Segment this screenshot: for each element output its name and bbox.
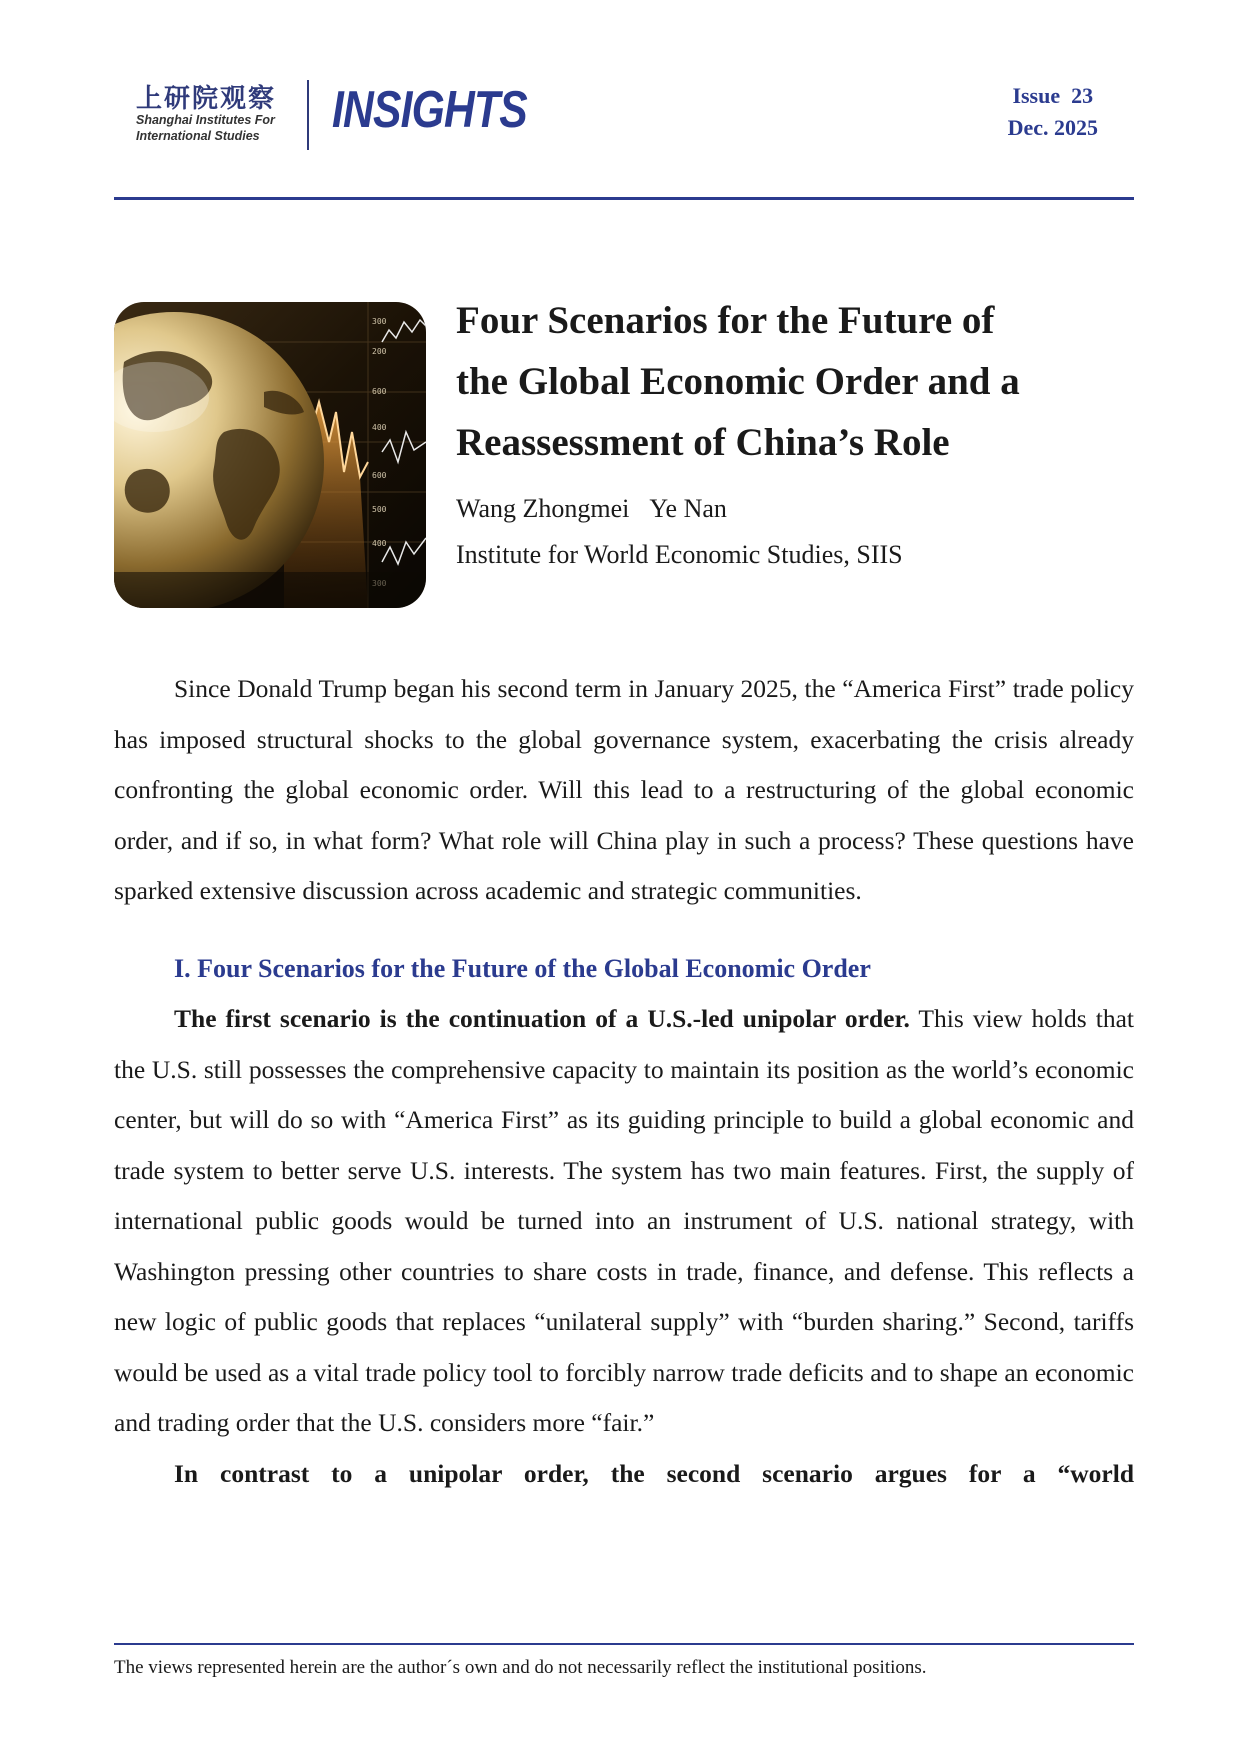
title-line: the Global Economic Order and a [456,360,1020,403]
author-name: Wang Zhongmei [456,494,630,523]
title-line: Reassessment of China’s Role [456,421,950,464]
logo-divider [307,80,309,150]
paragraph-text: This view holds that the U.S. still possesses the comprehensive capacity to maintain its position as the world’s economic center, but will do so with “America First” as its guiding principle to build a global economic and trade system to better serve U.S. interests. The system has two main features. First, the supply of international public goods would be turned into an instrument of U.S. national strategy, with Washington pressing other countries to share costs in trade, finance, and defense. This reflects a new logic of public goods that replaces “unilateral supply” with “burden sharing.” Second, tariffs would be used as a vital trade policy tool to forcibly narrow trade deficits and to shape an economic and trading order that the U.S. considers more “fair.” [114,1004,1134,1437]
author-name: Ye Nan [649,494,727,523]
article-body [114,664,1134,1499]
logo-english-line1: Shanghai Institutes For [136,113,275,127]
section-heading: I. Four Scenarios for the Future of the Global Economic Order [174,953,871,983]
footer-disclaimer: The views represented herein are the author´s own and do not necessarily reflect the institutional positions. [114,1657,927,1678]
paragraph-lead: In contrast to a unipolar order, the second scenario argues for a “world [174,1458,1134,1488]
issue-info [1008,80,1098,144]
series-title: INSIGHTS [332,81,527,139]
article-title [456,290,1116,473]
logo-english-line2: International Studies [136,129,260,143]
intro-paragraph: Since Donald Trump began his second term in January 2025, the “America First” trade policy has imposed structural shocks to the global governance system, exacerbating the crisis already confronting the global economic order. Will this lead to a restructuring of the global economic order, and if so, in what form? What role will China play in such a process? These questions have sparked extensive discussion across academic and strategic communities. [114,674,1134,905]
tick-label: 500 [372,505,387,514]
paragraph-lead: The first scenario is the continuation of a U.S.-led unipolar order. [174,1004,910,1033]
header-rule [114,197,1134,200]
tick-label: 400 [372,539,387,548]
title-line: Four Scenarios for the Future of [456,299,995,342]
globe-chart-illustration [114,302,426,608]
logo-english-text [136,112,275,144]
issue-number: Issue 23 [1012,83,1094,108]
page-header [114,76,1134,156]
issue-date: Dec. 2025 [1007,115,1098,140]
body-paragraph [114,1449,1134,1500]
tick-label: 300 [372,317,387,326]
footer-rule [114,1643,1134,1645]
body-paragraph [114,994,1134,1449]
tick-label: 600 [372,471,387,480]
author-affiliation: Institute for World Economic Studies, SIIS [456,540,903,569]
tick-label: 600 [372,387,387,396]
globe-chart-image [114,302,426,608]
logo-chinese-text: 上研院观察 [136,84,277,114]
tick-label: 200 [372,347,387,356]
author-list [456,494,727,524]
tick-label: 400 [372,423,387,432]
